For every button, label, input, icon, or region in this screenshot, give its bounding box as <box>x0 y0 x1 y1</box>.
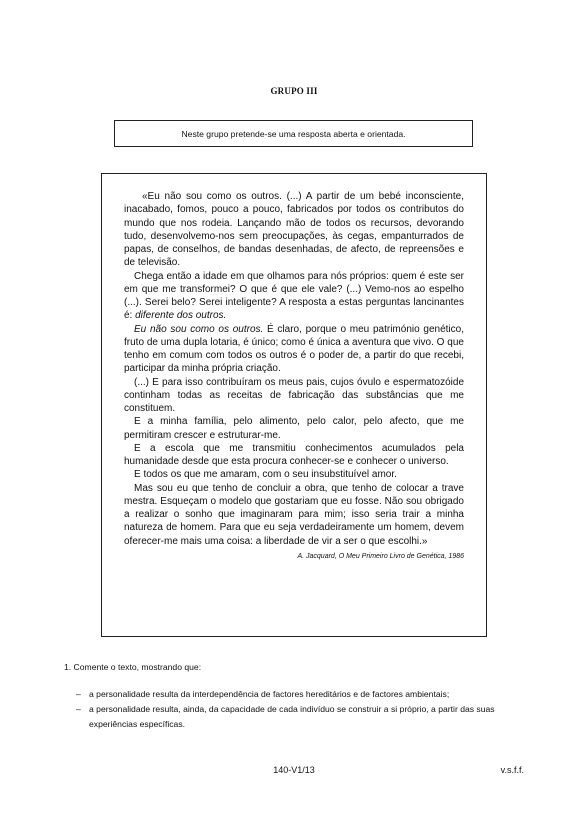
passage-paragraph-1: «Eu não sou como os outros. (...) A partir de um bebé inconsciente, inacabado, fomos, pouco a pouco, fabricados por todos os contributos do mundo que nos rodeia. Lançando mão de todos os recursos, devorando tudo, desenvolvemo-nos sem preocupações, às cegas, empanturrados de papas, de conselhos, de bandas desenhadas, de afecto, de repreensões e de televisão. <box>124 191 464 269</box>
bullet-text: a personalidade resulta, ainda, da capacidade de cada indivíduo se construir a si próprio, a partir das suas experiências específicas. <box>89 704 495 729</box>
passage-paragraph-2-text: Chega então a idade em que olhamos para nós próprios: quem é este ser em que me transformei? O que é que ele vale? (...) Vemo-nos ao espelho (...). Serei belo? Serei inteligente? A resposta a estas perguntas lancinantes é: <box>124 270 464 322</box>
instruction-box <box>114 120 473 147</box>
bullet-text: a personalidade resulta da interdependência de factores hereditários e de factores ambientais; <box>89 689 450 699</box>
passage-paragraph-6: E a escola que me transmitiu conhecimentos acumulados pela humanidade desde que esta procura conhecer-se e conhecer o universo. <box>124 442 464 467</box>
passage-box <box>101 173 487 637</box>
source-author: A. Jacquard, O <box>297 552 347 560</box>
bullet-dash: – <box>76 704 81 714</box>
passage-paragraph-2 <box>124 270 464 323</box>
bullet-item <box>76 687 524 702</box>
question-prompt: 1. Comente o texto, mostrando que: <box>64 662 202 672</box>
passage-paragraph-7: E todos os que me amaram, com o seu insubstituível amor. <box>134 469 397 481</box>
passage-paragraph-4: (...) E para isso contribuíram os meus pais, cujos óvulo e espermatozóide continham todas as receitas de fabricação das substâncias que me constituem. <box>124 376 464 414</box>
bullet-dash: – <box>76 689 81 699</box>
question-bullets <box>76 687 524 732</box>
passage-paragraph-5: E a minha família, pelo alimento, pelo calor, pelo afecto, que me permitiram crescer e estruturar-me. <box>124 416 464 441</box>
instruction-text: Neste grupo pretende-se uma resposta aberta e orientada. <box>181 128 406 139</box>
footer-page-code: 140-V1/13 <box>273 765 315 775</box>
footer-continuation: v.s.f.f. <box>500 765 524 775</box>
bullet-item <box>76 702 524 732</box>
passage-paragraph-3-emphasis: Eu não sou como os outros. <box>134 323 264 335</box>
passage-paragraph-3 <box>124 323 464 376</box>
group-title: GRUPO III <box>270 86 318 96</box>
source-year: , 1986 <box>444 552 464 560</box>
passage-paragraph-2-emphasis: diferente dos outros. <box>135 310 227 322</box>
passage-source <box>124 552 464 561</box>
passage-paragraph-8: Mas sou eu que tenho de concluir a obra, que tenho de colocar a trave mestra. Esqueçam o modelo que gostariam que eu fosse. Não sou obrigado a realizar o sonho que imaginaram para mim; isso seria trair a minha natureza de homem. Para que eu seja verdadeiramente um homem, devem oferecer-me mais uma coisa: a liberdade de vir a ser o que escolhi.» <box>124 482 464 547</box>
passage-paragraph-3-text: É claro, porque o meu património genético, fruto de uma dupla lotaria, é único; como é única a aventura que vivo. O que tenho em comum com todos os outros é o poder de, a partir do que recebi, participar da minha própria criação. <box>124 323 464 375</box>
source-book-title: Meu Primeiro Livro de Genética <box>346 552 445 560</box>
passage-text <box>124 190 464 561</box>
